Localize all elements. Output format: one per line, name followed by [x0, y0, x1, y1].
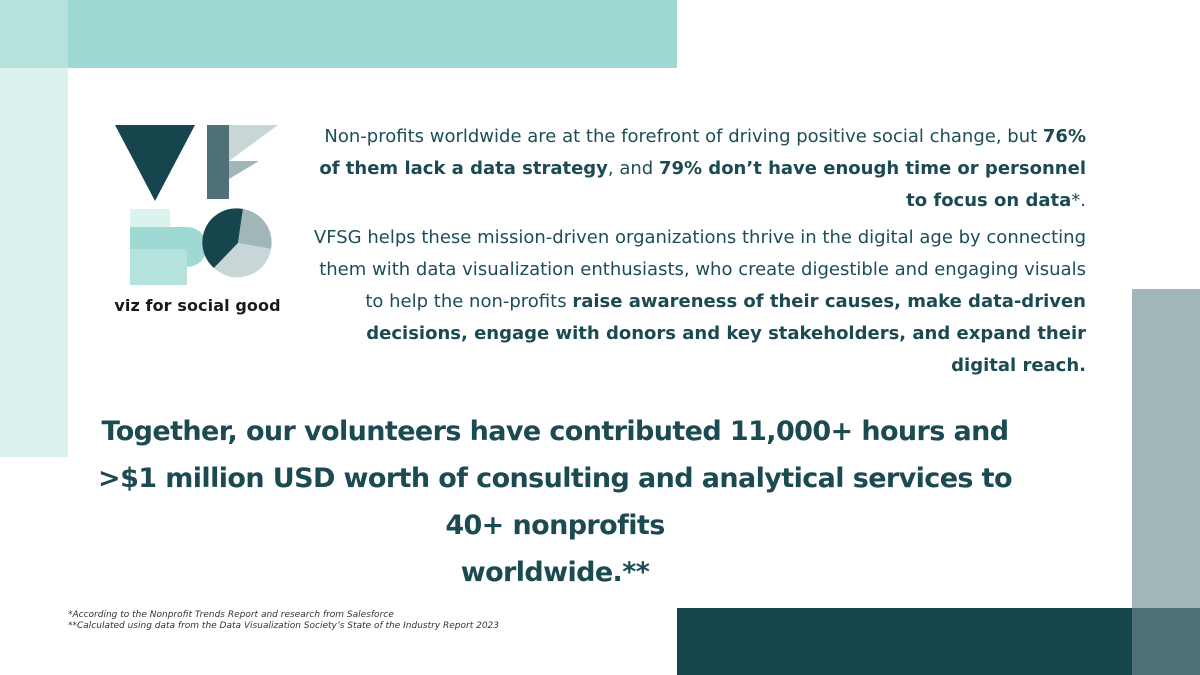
logo-letter-v	[115, 125, 195, 201]
headline-text-2: and	[944, 416, 1009, 447]
decor-block-top-left	[0, 0, 68, 68]
decor-block-corner	[1132, 608, 1200, 675]
logo-letter-o-mid	[238, 209, 272, 249]
footnote-1: *According to the Nonprofit Trends Report and research from Salesforce	[68, 610, 394, 620]
decor-band-top	[68, 0, 677, 68]
logo-letter-s-bottom	[130, 249, 187, 285]
logo-letter-f-stem	[207, 125, 229, 199]
vfsg-logo-icon	[115, 125, 280, 285]
decor-column-right	[1132, 289, 1200, 608]
headline-text-3: worth of consulting and analytical services to 40+ nonprofits	[334, 463, 1012, 541]
headline-text-1: Together, our volunteers have contributed	[101, 416, 730, 447]
decor-band-bottom	[677, 608, 1132, 675]
logo-letter-s-top	[130, 209, 170, 227]
intro-paragraph-1	[300, 121, 1086, 217]
decor-strip-left	[0, 68, 68, 457]
intro-1-text-3: *.	[1071, 190, 1086, 211]
intro-1-stat-time: 79% don’t have enough time or personnel to focus on data	[658, 158, 1086, 211]
intro-1-stat-strategy: 76% of them lack a data strategy	[319, 126, 1086, 179]
logo-letter-f-top	[229, 125, 278, 161]
headline-value: >$1 million USD	[98, 463, 335, 494]
logo-caption: viz for social good	[114, 296, 281, 315]
headline-text-4: worldwide.**	[460, 557, 650, 588]
intro-1-text-2: , and	[607, 158, 659, 179]
intro-1-text-1: Non-profits worldwide are at the forefront of driving positive social change, but	[324, 126, 1043, 147]
intro-2-text-1: VFSG helps these mission-driven organizations thrive in the digital age by connecting them with data visualization enthusiasts, who create digestible and engaging visuals to help the non-profits	[313, 227, 1086, 312]
logo-letter-f-mid	[229, 161, 259, 179]
intro-paragraph-2	[300, 222, 1086, 382]
footnote-2: **Calculated using data from the Data Visualization Society’s State of the Industry Report 2023	[68, 621, 500, 631]
intro-2-benefits: raise awareness of their causes, make data-driven decisions, engage with donors and key stakeholders, and expand their digital reach.	[366, 291, 1086, 376]
headline-hours: 11,000+ hours	[729, 416, 945, 447]
impact-headline	[90, 408, 1020, 596]
